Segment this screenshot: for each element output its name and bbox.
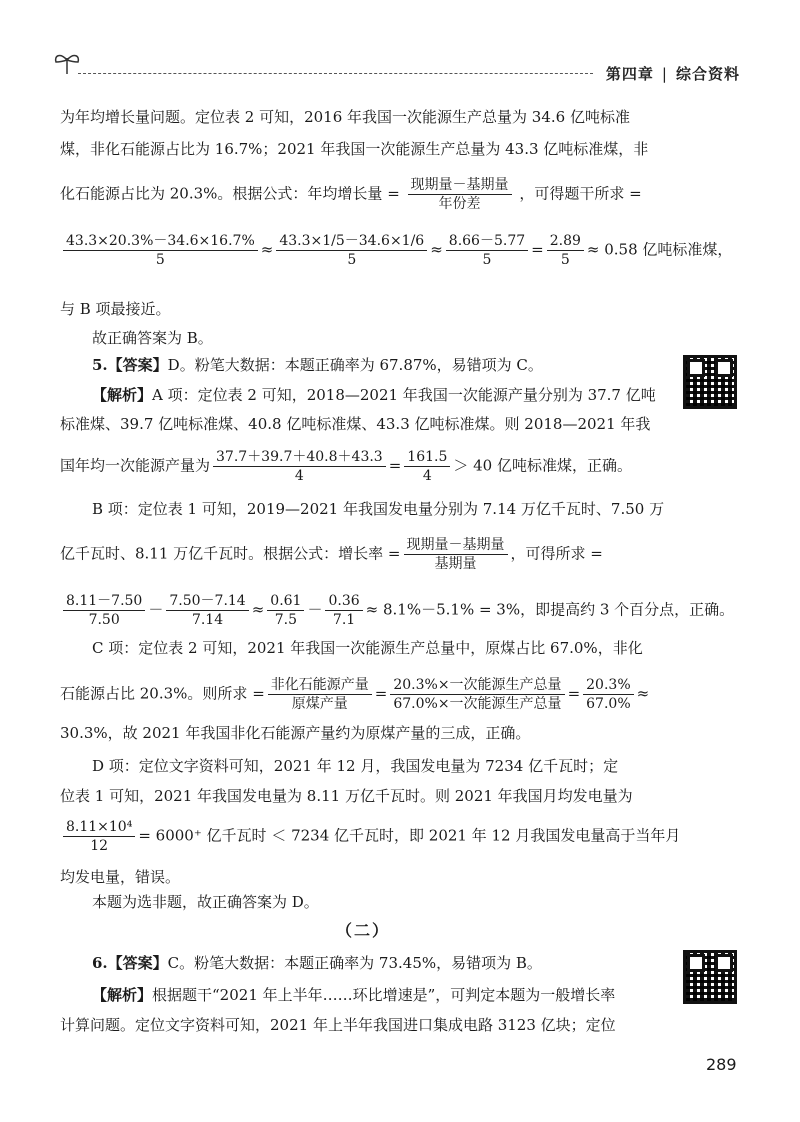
answer-label: 6.【答案】 <box>92 954 168 972</box>
text-span: 石能源占比 20.3%。则所求 = <box>60 684 265 703</box>
text-line <box>92 354 543 376</box>
header-rule <box>78 73 593 74</box>
qr-code-icon[interactable] <box>683 950 737 1004</box>
qr-code-icon[interactable] <box>683 355 737 409</box>
denominator: 4 <box>422 468 432 484</box>
formula-fraction <box>547 232 584 269</box>
numerator: 现期量－基期量 <box>408 176 512 195</box>
text-span: ≈ 8.1%－5.1% = 3%，即提高约 3 个百分点，正确。 <box>365 600 735 619</box>
text-span: A 项：定位表 2 可知，2018—2021 年我国一次能源产量分别为 37.7 亿吨 <box>152 386 656 404</box>
numerator: 43.3×20.3%－34.6×16.7% <box>63 232 258 251</box>
denominator: 基期量 <box>434 556 477 572</box>
text-span: = 6000⁺ 亿千瓦时 ＜ 7234 亿千瓦时，即 2021 年 12 月我国发电量高于当年月 <box>138 826 681 845</box>
numerator: 8.11×10⁴ <box>63 818 135 837</box>
formula-fraction <box>404 448 450 485</box>
numerator: 20.3% <box>583 676 633 695</box>
denominator: 7.1 <box>332 612 356 628</box>
text-line: B 项：定位表 1 可知，2019—2021 年我国发电量分别为 7.14 万亿千瓦时、7.50 万 <box>92 500 665 518</box>
section-heading: （二） <box>336 921 391 940</box>
formula-fraction <box>583 676 633 713</box>
numerator: 7.50－7.14 <box>166 592 248 611</box>
numerator: 37.7＋39.7＋40.8＋43.3 <box>213 448 386 467</box>
numerator: 8.11－7.50 <box>63 592 145 611</box>
denominator: 12 <box>90 838 109 854</box>
formula-line: $\frac{8.11-7.50}{7.50}$ － $\frac{7.50-7.14}{7.14}$ ≈ $\frac{0.61}{7.5}$ － $\frac{0.36}{7.1}$ ≈ 8.1%－5.1% = 3%，即提高约 3 个百分点，正确。 <box>60 592 734 629</box>
page-number: 289 <box>706 1055 737 1074</box>
text-line: 标准煤、39.7 亿吨标准煤、40.8 亿吨标准煤、43.3 亿吨标准煤。则 2018—2021 年我 <box>60 415 651 433</box>
text-line <box>92 952 542 974</box>
text-span: ，可得所求 = <box>510 544 603 563</box>
section-title: 综合资料 <box>675 65 740 83</box>
formula-line: $\frac{43.3\times 20.3\%-34.6\times 16.7\%}{5}$ ≈ $\frac{43.3\times 1/5-34.6\times 1/6}{5}$ ≈ $\frac{8.66-5.77}{5}$ = $\frac{2.89}{5}$ ≈ 0.58 亿吨标准煤， <box>60 232 732 269</box>
denominator: 7.14 <box>191 612 224 628</box>
numerator: 8.66－5.77 <box>446 232 528 251</box>
text-line: 本题为选非题，故正确答案为 D。 <box>92 893 319 911</box>
formula-fraction <box>267 592 304 629</box>
formula-fraction <box>63 232 258 269</box>
formula-fraction <box>213 448 386 485</box>
formula-line <box>60 818 680 855</box>
text-line <box>60 176 642 213</box>
denominator: 年份差 <box>438 196 481 212</box>
text-span: ＞ 40 亿吨标准煤，正确。 <box>453 456 632 475</box>
analysis-label: 【解析】 <box>92 386 153 404</box>
formula-fraction <box>446 232 528 269</box>
numerator: 43.3×1/5－34.6×1/6 <box>276 232 427 251</box>
denominator: 5 <box>560 252 570 268</box>
denominator: 原煤产量 <box>291 696 348 712</box>
text-span: C。粉笔大数据：本题正确率为 73.45%，易错项为 B。 <box>167 954 542 972</box>
text-line: C 项：定位表 2 可知，2021 年我国一次能源生产总量中，原煤占比 67.0%，非化 <box>92 639 643 657</box>
denominator: 4 <box>294 468 304 484</box>
leaf-logo-icon <box>52 48 82 76</box>
text-line: D 项：定位文字资料可知，2021 年 12 月，我国发电量为 7234 亿千瓦时；定 <box>92 757 619 775</box>
denominator: 7.50 <box>88 612 120 628</box>
denominator: 5 <box>155 252 165 268</box>
text-line: 30.3%，故 2021 年我国非化石能源产量约为原煤产量的三成，正确。 <box>60 724 531 742</box>
answer-label: 5.【答案】 <box>92 356 168 374</box>
text-line <box>60 536 603 573</box>
text-span: ，可得题干所求 = <box>519 184 642 203</box>
numerator: 161.5 <box>404 448 450 467</box>
text-line: 与 B 项最接近。 <box>60 300 171 318</box>
text-line: 煤，非化石能源占比为 16.7%；2021 年我国一次能源生产总量为 43.3 亿吨标准煤，非 <box>60 140 649 158</box>
numerator: 非化石能源产量 <box>268 676 372 695</box>
formula-fraction <box>404 536 508 573</box>
formula-fraction <box>325 592 362 629</box>
formula-fraction <box>390 676 564 713</box>
text-span: 亿千瓦时、8.11 万亿千瓦时。根据公式：增长率 = <box>60 544 401 563</box>
numerator: 0.36 <box>325 592 362 611</box>
text-span: 国年均一次能源产量为 <box>60 456 211 475</box>
text-line: 计算问题。定位文字资料可知，2021 年上半年我国进口集成电路 3123 亿块；定位 <box>60 1016 616 1034</box>
text-line <box>92 384 656 406</box>
denominator: 5 <box>482 252 492 268</box>
text-line: 故正确答案为 B。 <box>92 329 213 347</box>
formula-fraction <box>63 818 135 855</box>
formula-fraction <box>276 232 427 269</box>
denominator: 67.0%×一次能源生产总量 <box>393 696 562 712</box>
text-span: 化石能源占比为 20.3%。根据公式：年均增长量 = <box>60 184 400 203</box>
denominator: 67.0% <box>586 696 631 712</box>
text-span: D。粉笔大数据：本题正确率为 67.87%，易错项为 C。 <box>167 356 543 374</box>
formula-fraction <box>408 176 512 213</box>
text-span: ≈ 0.58 亿吨标准煤， <box>586 240 733 259</box>
text-line: 为年均增长量问题。定位表 2 可知，2016 年我国一次能源生产总量为 34.6 亿吨标准 <box>60 108 630 126</box>
denominator: 5 <box>347 252 357 268</box>
numerator: 20.3%×一次能源生产总量 <box>390 676 564 695</box>
formula-line: 石能源占比 20.3%。则所求 = $\frac{\text{非化石能源产量}}{\text{原煤产量}}$ = $\frac{\text{20.3\%×一次能源生产总量}}{\text{67.0\%×一次能源生产总量}}$ = $\frac{20.3\%}{67.0\%}$ ≈ <box>60 677 650 712</box>
text-span: 根据题干“2021 年上半年……环比增速是”，可判定本题为一般增长率 <box>152 986 616 1004</box>
numerator: 0.61 <box>267 592 304 611</box>
text-line: 均发电量，错误。 <box>60 868 181 886</box>
formula-fraction <box>268 676 372 713</box>
text-line: 国年均一次能源产量为 $\frac{37.7+39.7+40.8+43.3}{4}$ = $\frac{161.5}{4}$ ＞ 40 亿吨标准煤，正确。 <box>60 449 632 484</box>
text-line <box>92 984 615 1006</box>
running-header: 第四章 | 综合资料 <box>605 65 740 83</box>
numerator: 2.89 <box>547 232 584 251</box>
chapter-title: 第四章 <box>605 65 654 83</box>
formula-fraction <box>63 592 145 629</box>
formula-fraction <box>166 592 248 629</box>
text-line: 位表 1 可知，2021 年我国发电量为 8.11 万亿千瓦时。则 2021 年我国月均发电量为 <box>60 787 633 805</box>
denominator: 7.5 <box>274 612 297 628</box>
analysis-label: 【解析】 <box>92 986 153 1004</box>
numerator: 现期量－基期量 <box>404 536 508 555</box>
